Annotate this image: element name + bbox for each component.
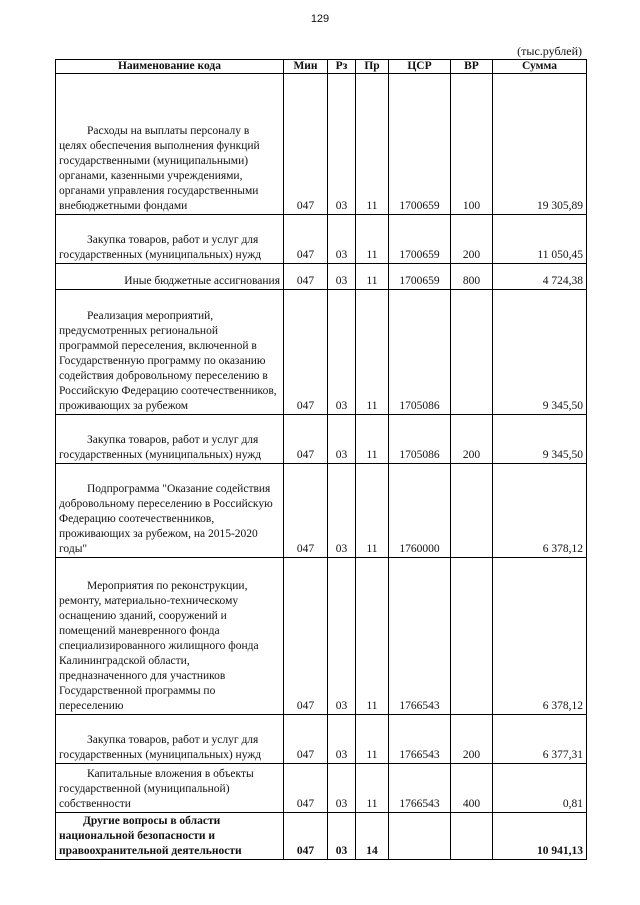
row-sum: 9 345,50	[493, 290, 587, 415]
table-row	[56, 558, 587, 715]
header-csr: ЦСР	[389, 60, 451, 74]
row-csr	[389, 813, 451, 860]
row-sum: 6 377,31	[493, 715, 587, 764]
header-rz: Рз	[328, 60, 356, 74]
row-rz: 03	[328, 715, 356, 764]
table-row	[56, 764, 587, 813]
row-rz: 03	[328, 764, 356, 813]
header-vr: ВР	[451, 60, 493, 74]
row-name: Другие вопросы в области национальной безопасности и правоохранительной деятельности	[56, 813, 284, 860]
row-sum: 19 305,89	[493, 74, 587, 215]
row-name: Подпрограмма "Оказание содействия добровольному переселению в Российскую Федерацию соотечественников, проживающих за рубежом, на 2015-2020 годы"	[56, 464, 284, 558]
row-vr: 200	[451, 715, 493, 764]
row-vr: 200	[451, 215, 493, 264]
table-row	[56, 415, 587, 464]
row-name: Закупка товаров, работ и услуг для государственных (муниципальных) нужд	[56, 715, 284, 764]
table-row	[56, 464, 587, 558]
row-sum: 10 941,13	[493, 813, 587, 860]
table-header-row	[56, 60, 587, 74]
header-pr: Пр	[356, 60, 389, 74]
row-min: 047	[284, 464, 328, 558]
row-vr	[451, 290, 493, 415]
budget-table	[55, 59, 587, 860]
table-row	[56, 290, 587, 415]
row-csr: 1760000	[389, 464, 451, 558]
row-name: Расходы на выплаты персоналу в целях обеспечения выполнения функций государственными (муниципальными) органами, казенными учреждениями, органами управления государственными внебюджетными фондами	[56, 74, 284, 215]
header-name: Наименование кода	[56, 60, 284, 74]
row-sum: 6 378,12	[493, 464, 587, 558]
row-name: Реализация мероприятий, предусмотренных региональной программой переселения, включенной в Государственную программу по оказанию содействия добровольному переселению в Российскую Федерацию соотечественников, проживающих за рубежом	[56, 290, 284, 415]
row-rz: 03	[328, 464, 356, 558]
row-pr: 11	[356, 764, 389, 813]
table-row	[56, 715, 587, 764]
row-min: 047	[284, 415, 328, 464]
row-csr: 1766543	[389, 558, 451, 715]
units-label: (тыс.рублей)	[517, 44, 582, 58]
row-name: Закупка товаров, работ и услуг для государственных (муниципальных) нужд	[56, 415, 284, 464]
row-pr: 11	[356, 558, 389, 715]
row-csr: 1700659	[389, 264, 451, 290]
row-min: 047	[284, 715, 328, 764]
row-min: 047	[284, 290, 328, 415]
row-sum: 4 724,38	[493, 264, 587, 290]
row-csr: 1700659	[389, 215, 451, 264]
row-pr: 11	[356, 215, 389, 264]
row-csr: 1705086	[389, 290, 451, 415]
row-rz: 03	[328, 74, 356, 215]
row-rz: 03	[328, 558, 356, 715]
row-pr: 11	[356, 74, 389, 215]
row-min: 047	[284, 764, 328, 813]
row-name: Закупка товаров, работ и услуг для государственных (муниципальных) нужд	[56, 215, 284, 264]
row-rz: 03	[328, 264, 356, 290]
row-vr	[451, 813, 493, 860]
row-min: 047	[284, 813, 328, 860]
row-rz: 03	[328, 415, 356, 464]
row-sum: 9 345,50	[493, 415, 587, 464]
table-row	[56, 813, 587, 860]
table-row	[56, 215, 587, 264]
row-name: Мероприятия по реконструкции, ремонту, материально-техническому оснащению зданий, сооружений и помещений маневренного фонда специализированного жилищного фонда Калининградской области, предназначенного для участников Государственной программы по переселению	[56, 558, 284, 715]
row-vr: 400	[451, 764, 493, 813]
row-pr: 11	[356, 415, 389, 464]
row-csr: 1766543	[389, 715, 451, 764]
row-pr: 14	[356, 813, 389, 860]
row-min: 047	[284, 74, 328, 215]
page-number: 129	[310, 13, 330, 25]
row-name: Иные бюджетные ассигнования	[56, 264, 284, 290]
row-csr: 1766543	[389, 764, 451, 813]
row-vr	[451, 464, 493, 558]
row-sum: 6 378,12	[493, 558, 587, 715]
row-vr	[451, 558, 493, 715]
row-rz: 03	[328, 813, 356, 860]
row-min: 047	[284, 215, 328, 264]
row-csr: 1700659	[389, 74, 451, 215]
header-sum: Сумма	[493, 60, 587, 74]
row-csr: 1705086	[389, 415, 451, 464]
row-min: 047	[284, 558, 328, 715]
table-row	[56, 74, 587, 215]
row-pr: 11	[356, 290, 389, 415]
row-rz: 03	[328, 290, 356, 415]
row-rz: 03	[328, 215, 356, 264]
table-row	[56, 264, 587, 290]
row-pr: 11	[356, 464, 389, 558]
row-pr: 11	[356, 715, 389, 764]
row-name: Капитальные вложения в объекты государственной (муниципальной) собственности	[56, 764, 284, 813]
row-pr: 11	[356, 264, 389, 290]
row-vr: 200	[451, 415, 493, 464]
row-vr: 800	[451, 264, 493, 290]
row-min: 047	[284, 264, 328, 290]
row-sum: 11 050,45	[493, 215, 587, 264]
row-sum: 0,81	[493, 764, 587, 813]
header-min: Мин	[284, 60, 328, 74]
row-vr: 100	[451, 74, 493, 215]
